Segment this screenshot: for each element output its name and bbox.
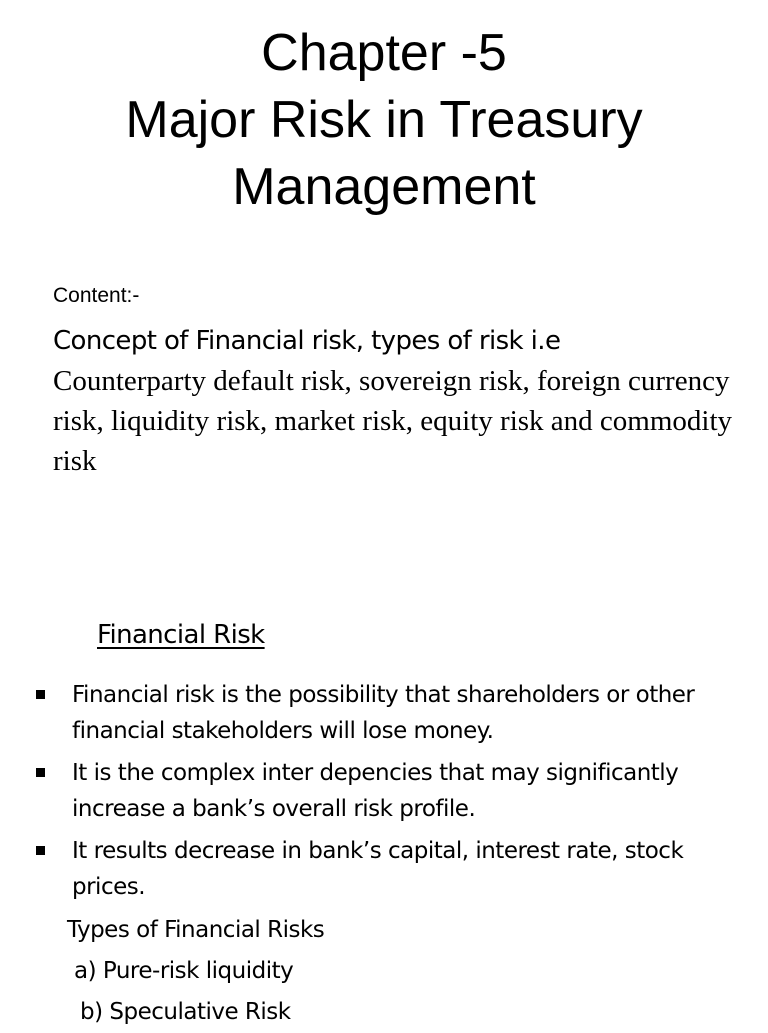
bullet-item xyxy=(30,677,750,749)
financial-risk-heading: Financial Risk xyxy=(97,620,265,650)
bullet-text: Financial risk is the possibility that shareholders or other financial stakeholders will lose money. xyxy=(72,682,695,744)
square-bullet-icon xyxy=(36,846,45,855)
title-line-3: Management xyxy=(232,158,536,216)
content-label: Content:- xyxy=(53,284,140,307)
types-item-speculative-risk: b) Speculative Risk xyxy=(80,999,291,1025)
square-bullet-icon xyxy=(36,690,45,699)
bullet-item xyxy=(30,755,750,827)
types-item-pure-risk: a) Pure-risk liquidity xyxy=(74,958,294,984)
content-summary-list: Counterparty default risk, sovereign risk, foreign currency risk, liquidity risk, market risk, equity risk and commodity risk xyxy=(53,365,733,477)
content-summary-lead: Concept of Financial risk, types of risk i.e xyxy=(53,326,561,356)
square-bullet-icon xyxy=(36,768,45,777)
content-summary xyxy=(53,321,753,481)
title-line-1: Chapter -5 xyxy=(261,24,507,82)
bullet-text: It is the complex inter depencies that may significantly increase a bank’s overall risk profile. xyxy=(72,760,679,822)
bullet-text: It results decrease in bank’s capital, interest rate, stock prices. xyxy=(72,838,684,900)
title-line-2: Major Risk in Treasury xyxy=(125,91,643,149)
types-heading: Types of Financial Risks xyxy=(67,917,325,943)
financial-risk-bullet-list xyxy=(30,677,750,911)
financial-risk-types xyxy=(67,910,324,1033)
bullet-item xyxy=(30,833,750,905)
slide-title xyxy=(0,20,768,221)
